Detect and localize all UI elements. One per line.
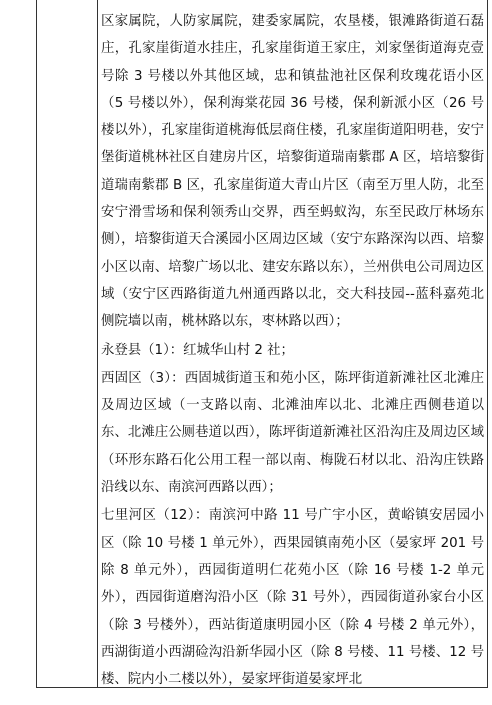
paragraph-qilihe-district: 七里河区（12）：南滨河中路 11 号广宇小区，黄峪镇安居园小区（除 10 号楼 1 单元外），西果园镇南苑小区（晏家坪 201 号除 8 单元外），西园街道明仁花苑小区（除 16 号楼 1-2 单元外），西园街道磨沟沿小区（除 31 号外），西园街道孙家台小区（除 3 号楼外），西站街道康明园小区（除 4 号楼 2 单元外），西湖街道小西湖硷沟沿新华园小区（除 8 号楼、11 号楼、12 号楼、院内小二楼以外），晏家坪街道晏家坪北 bbox=[101, 508, 484, 688]
paragraph-xigu-district: 西固区（3）：西固城街道玉和苑小区，陈坪街道新滩社区北滩庄及周边区域（一支路以南、北滩油库以北、北滩庄西侧巷道以东、北滩庄公厕巷道以西），陈坪街道新滩社区沿沟庄及周边区域（环形东路石化公用工程一部以南、梅陇石材以北、沿沟庄铁路沿线以东、南滨河西路以西）； bbox=[101, 370, 484, 496]
table-cell-content bbox=[101, 8, 484, 693]
table-border-right bbox=[487, 0, 488, 688]
paragraph-anning-district: 区家属院，人防家属院，建委家属院，农垦楼，银滩路街道石磊庄，孔家崖街道水挂庄，孔家崖街道王家庄，刘家堡街道海克壹号除 3 号楼以外其他区域，忠和镇盐池社区保利玫瑰花语小区（5 号楼以外），保利海棠花园 36 号楼，保利新派小区（26 号楼以外），孔家崖街道桃海低层商住楼，孔家崖街道阳明巷，安宁堡街道桃林社区自建房片区，培黎街道瑞南紫郡 A 区，培培黎街道瑞南紫郡 B 区，孔家崖街道大青山片区（南至万里人防，北至安宁滑雪场和保利领秀山交界，西至蚂蚁沟，东至民政厅林场东侧），培黎街道天合溪园小区周边区域（安宁东路深沟以西、培黎小区以南、培黎广场以北、建安东路以东），兰州供电公司周边区域（安宁区西路街道九州通西路以北，交大科技园--蓝科嘉苑北侧院墙以南，桃林路以东，枣林路以西）； bbox=[101, 14, 484, 330]
paragraph-yongdeng-county: 永登县（1）：红城华山村 2 社； bbox=[101, 342, 294, 358]
table-column-divider bbox=[97, 0, 98, 688]
table-border-left bbox=[36, 0, 37, 688]
